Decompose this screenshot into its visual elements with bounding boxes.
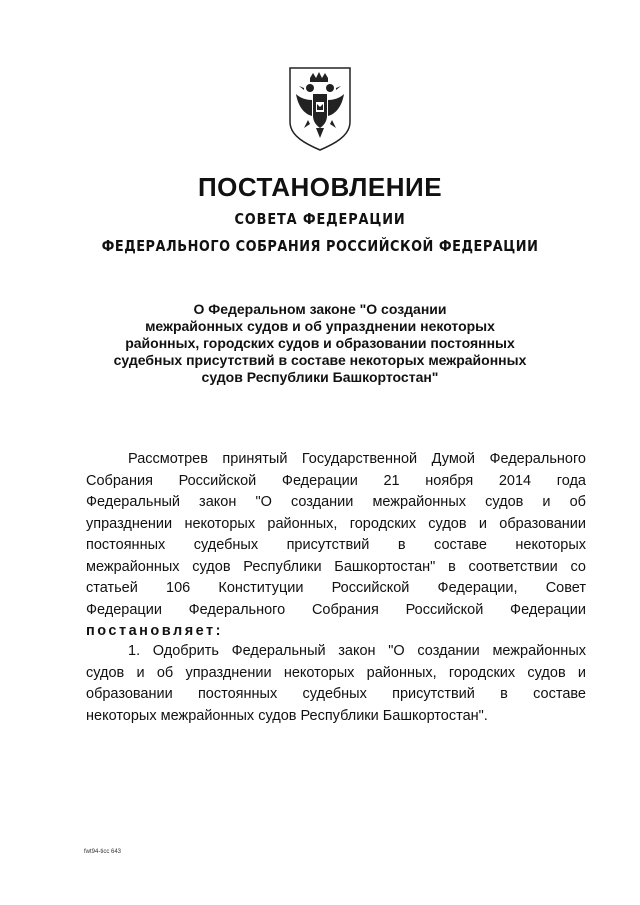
subject-line: межрайонных судов и об упразднении некоторых: [145, 318, 495, 334]
body-paragraph-2: [86, 641, 586, 727]
subject-line: районных, городских судов и образовании постоянных: [125, 335, 515, 351]
issuer-line-2: ФЕДЕРАЛЬНОГО СОБРАНИЯ РОССИЙСКОЙ ФЕДЕРАЦИИ: [101, 237, 539, 255]
document-subject: [108, 301, 532, 386]
paragraph-line: Рассмотрев принятый Государственной Думой Федерального: [128, 451, 586, 467]
paragraph-line: постоянных судебных присутствий в составе некоторых: [86, 537, 586, 553]
paragraph-line: Федерации Федерального Собрания Российской Федерации: [86, 601, 586, 618]
paragraph-line: 1. Одобрить Федеральный закон "О создании межрайонных: [128, 643, 586, 659]
subject-line: судов Республики Башкортостан": [201, 369, 439, 385]
subject-line: судебных присутствий в составе некоторых межрайонных: [113, 352, 527, 368]
paragraph-line: Федеральный закон "О создании межрайонных судов и об: [86, 494, 586, 510]
document-type-title: ПОСТАНОВЛЕНИЕ: [197, 172, 443, 202]
subject-line: О Федеральном законе "О создании: [193, 301, 447, 317]
paragraph-line: некоторых межрайонных судов Республики Башкортостан".: [86, 707, 488, 724]
paragraph-line: образовании постоянных судебных присутствий в составе: [86, 686, 586, 702]
footer-file-code: fwt94-ticc 643: [84, 849, 122, 855]
paragraph-line: Собрания Российской Федерации 21 ноября 2014 года: [86, 472, 586, 489]
paragraph-line: межрайонных судов Республики Башкортостан" в соответствии со: [86, 558, 586, 575]
issuer-line-1: СОВЕТА ФЕДЕРАЦИИ: [234, 210, 406, 228]
paragraph-line: статьей 106 Конституции Российской Федерации, Совет: [86, 580, 586, 596]
resolves-keyword: постановляет:: [86, 623, 223, 639]
body-paragraph-1: [86, 449, 586, 643]
paragraph-line: судов и об упразднении некоторых районных, городских судов и: [86, 664, 586, 681]
coat-of-arms-icon: [286, 64, 354, 152]
paragraph-line: упразднении некоторых районных, городских судов и образовании: [86, 515, 586, 532]
